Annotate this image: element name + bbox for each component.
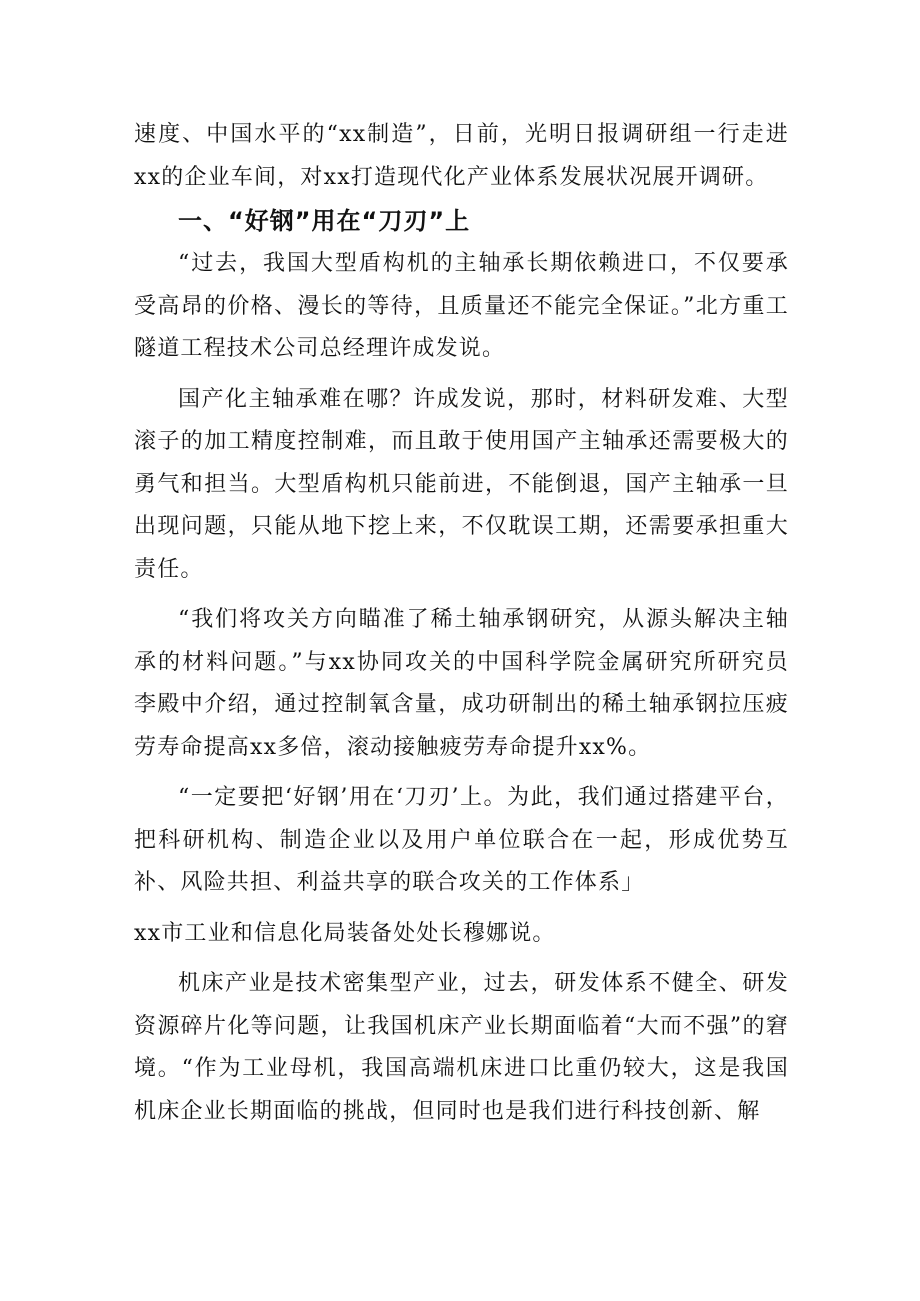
- paragraph-quote-xu: “过去，我国大型盾构机的主轴承长期依赖进口，不仅要承受高昂的价格、漫长的等待，且质量还不能完全保证。”北方重工隧道工程技术公司总经理许成发说。: [134, 251, 789, 361]
- paragraph-difficulty: 国产化主轴承难在哪？许成发说，那时，材料研发难、大型滚子的加工精度控制难，而且敢于使用国产主轴承还需要极大的勇气和担当。大型盾构机只能前进，不能倒退，国产主轴承一旦出现问题，只能从地下挖上来，不仅耽误工期，还需要承担重大责任。: [134, 386, 789, 582]
- paragraph-spacer: [134, 371, 789, 379]
- paragraph-quote-li: “我们将攻关方向瞄准了稀土轴承钢研究，从源头解决主轴承的材料问题。”与xx协同攻关的中国科学院金属研究所研究员李殿中介绍，通过控制氧含量，成功研制出的稀土轴承钢拉压疲劳寿命提高xx多倍，滚动接触疲劳寿命提升xx%。: [134, 607, 789, 760]
- paragraph-machine-tool: 机床产业是技术密集型产业，过去，研发体系不健全、研发资源碎片化等问题，让我国机床产业长期面临着“大而不强”的窘境。“作为工业母机，我国高端机床进口比重仍较大，这是我国机床企业长期面临的挑战，但同时也是我们进行科技创新、解: [134, 971, 789, 1124]
- paragraph-spacer: [134, 769, 789, 777]
- document-body: [134, 114, 789, 1133]
- paragraph-spacer: [134, 905, 789, 913]
- paragraph-intro: 速度、中国水平的“xx制造”，日前，光明日报调研组一行走进xx的企业车间，对xx打造现代化产业体系发展状况展开调研。: [134, 122, 789, 190]
- section-heading: 一、“好钢”用在“刀刃”上: [178, 207, 471, 235]
- paragraph-spacer: [134, 591, 789, 599]
- paragraph-attribution: xx市工业和信息化局装备处处长穆娜说。: [134, 920, 556, 946]
- paragraph-spacer: [134, 955, 789, 963]
- paragraph-quote-mu: “一定要把‘好钢’用在‘刀刃’上。为此，我们通过搭建平台，把科研机构、制造企业以及用户单位联合在一起，形成优势互补、风险共担、利益共享的联合攻关的工作体系」: [134, 785, 789, 895]
